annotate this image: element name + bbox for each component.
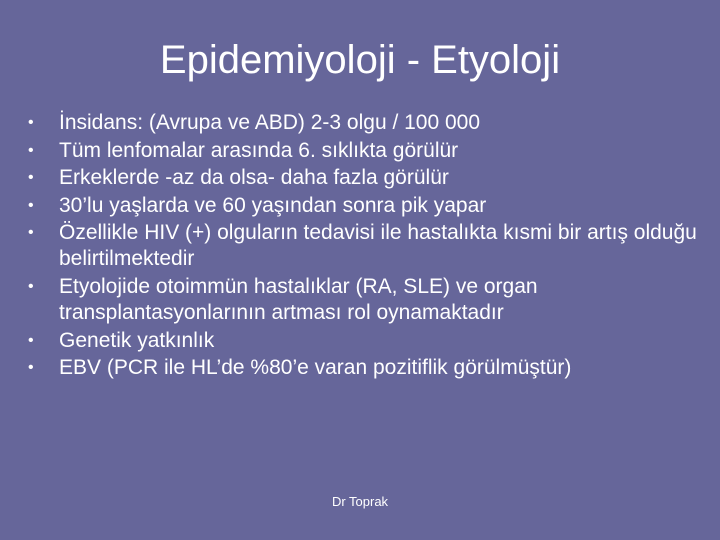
bullet-item bbox=[28, 328, 708, 354]
bullet-item bbox=[28, 220, 708, 272]
slide-title: Epidemiyoloji - Etyoloji bbox=[159, 38, 561, 82]
bullet-item bbox=[28, 274, 708, 326]
bullet-icon: • bbox=[28, 169, 34, 187]
bullet-icon: • bbox=[28, 224, 34, 242]
bullet-item bbox=[28, 110, 708, 136]
bullet-text: EBV (PCR ile HL’de %80’e varan pozitiflik görülmüştür) bbox=[59, 356, 572, 380]
footer-author: Dr Toprak bbox=[331, 494, 389, 509]
bullet-text: 30’lu yaşlarda ve 60 yaşından sonra pik yapar bbox=[59, 193, 487, 217]
bullet-icon: • bbox=[28, 331, 34, 349]
bullet-text: Etyolojide otoimmün hastalıklar (RA, SLE) ve organ transplantasyonlarının artması rol oynamaktadır bbox=[59, 274, 538, 324]
bullet-text: İnsidans: (Avrupa ve ABD) 2-3 olgu / 100 000 bbox=[59, 111, 481, 134]
bullet-text: Tüm lenfomalar arasında 6. sıklıkta görülür bbox=[59, 138, 459, 162]
bullet-item bbox=[28, 165, 708, 191]
bullet-icon: • bbox=[28, 141, 34, 159]
bullet-icon: • bbox=[28, 359, 34, 377]
bullet-text: Özellikle HIV (+) olguların tedavisi ile hastalıkta kısmi bir artış olduğu belirtilmektedir bbox=[59, 221, 697, 271]
bullet-icon: • bbox=[28, 114, 34, 131]
bullet-item bbox=[28, 355, 708, 381]
bullet-list bbox=[28, 110, 708, 383]
bullet-item bbox=[28, 138, 708, 164]
bullet-text: Genetik yatkınlık bbox=[59, 328, 215, 352]
bullet-item bbox=[28, 193, 708, 219]
bullet-icon: • bbox=[28, 196, 34, 214]
bullet-text: Erkeklerde -az da olsa- daha fazla görülür bbox=[59, 166, 449, 190]
bullet-icon: • bbox=[28, 277, 34, 295]
